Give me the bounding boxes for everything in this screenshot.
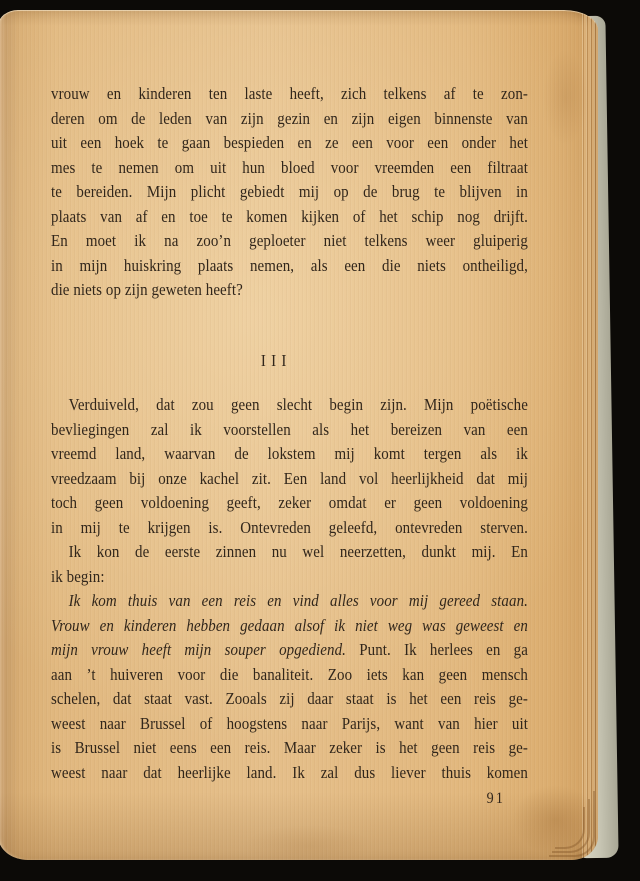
- text-line: mes te nemen om uit hun bloed voor vreemden een filtraat: [51, 157, 528, 177]
- text-line: in mijn huiskring plaats nemen, als een die niets ontheiligd,: [51, 255, 528, 275]
- text-line: deren om de leden van zijn gezin en zijn eigen binnenste van: [51, 108, 528, 128]
- text-block: [51, 82, 528, 812]
- text-line: ik begin:: [51, 566, 105, 586]
- text-line: weest naar Brussel of hoogstens naar Parijs, want van hier uit: [51, 713, 528, 733]
- text-line: schelen, dat staat vast. Zooals zij daar staat is het een reis ge-: [51, 689, 528, 708]
- text-line: Verduiveld, dat zou geen slecht begin zijn. Mijn poëtische: [68, 395, 528, 414]
- paper-stain: [243, 825, 373, 860]
- book-page: [0, 10, 598, 860]
- text-line: is Brussel niet eens een reis. Maar zeker is het geen reis ge-: [51, 738, 528, 757]
- paragraph-2: [51, 393, 528, 540]
- text-line: aan ’t huiveren voor die banaliteit. Zoo iets kan geen mensch: [51, 664, 528, 684]
- text-line: uit een hoek te gaan bespieden en ze een voor een onder het: [51, 133, 528, 152]
- text-line: Ik kom thuis van een reis en vind alles voor mij gereed staan.: [68, 591, 528, 610]
- paper-stain: [543, 50, 588, 145]
- text-line: Vrouw en kinderen hebben gedaan alsof ik niet weg was geweest en: [51, 615, 528, 635]
- roman-fragment: Punt. Ik herlees en ga: [359, 640, 528, 659]
- text-line: [51, 638, 528, 663]
- paragraph-3: [51, 540, 528, 589]
- text-line: te bereiden. Mijn plicht gebiedt mij op de brug te blijven in: [51, 182, 528, 201]
- text-line: vreedzaam bij onze kachel zit. Een land vol heerlijkheid dat mij: [51, 468, 528, 488]
- text-line: die niets op zijn geweten heeft?: [51, 280, 243, 299]
- text-line: vrouw en kinderen ten laste heeft, zich telkens af te zon-: [51, 84, 528, 103]
- text-line: plaats van af en toe te komen kijken of het schip nog drijft.: [51, 206, 528, 226]
- text-line: En moet ik na zoo’n geploeter niet telkens weer gluiperig: [51, 231, 528, 250]
- paragraph-4: [51, 589, 528, 785]
- text-line: toch geen voldoening geeft, zeker omdat er geen voldoening: [51, 493, 528, 512]
- paragraph-1: [51, 82, 528, 303]
- text-line: bevliegingen zal ik voorstellen als het bereizen van een: [51, 419, 528, 439]
- page-number: 91: [486, 790, 506, 807]
- text-line: in mij te krijgen is. Ontevreden geleefd, ontevreden sterven.: [51, 517, 528, 537]
- text-line: weest naar dat heerlijke land. Ik zal dus liever thuis komen: [51, 762, 528, 782]
- text-line: Ik kon de eerste zinnen nu wel neerzetten, dunkt mij. En: [68, 542, 528, 561]
- italic-fragment: mijn vrouw heeft mijn souper opgediend.: [51, 640, 347, 659]
- section-heading: III: [260, 350, 292, 370]
- text-line: vreemd land, waarvan de lokstem mij komt tergen als ik: [51, 444, 528, 463]
